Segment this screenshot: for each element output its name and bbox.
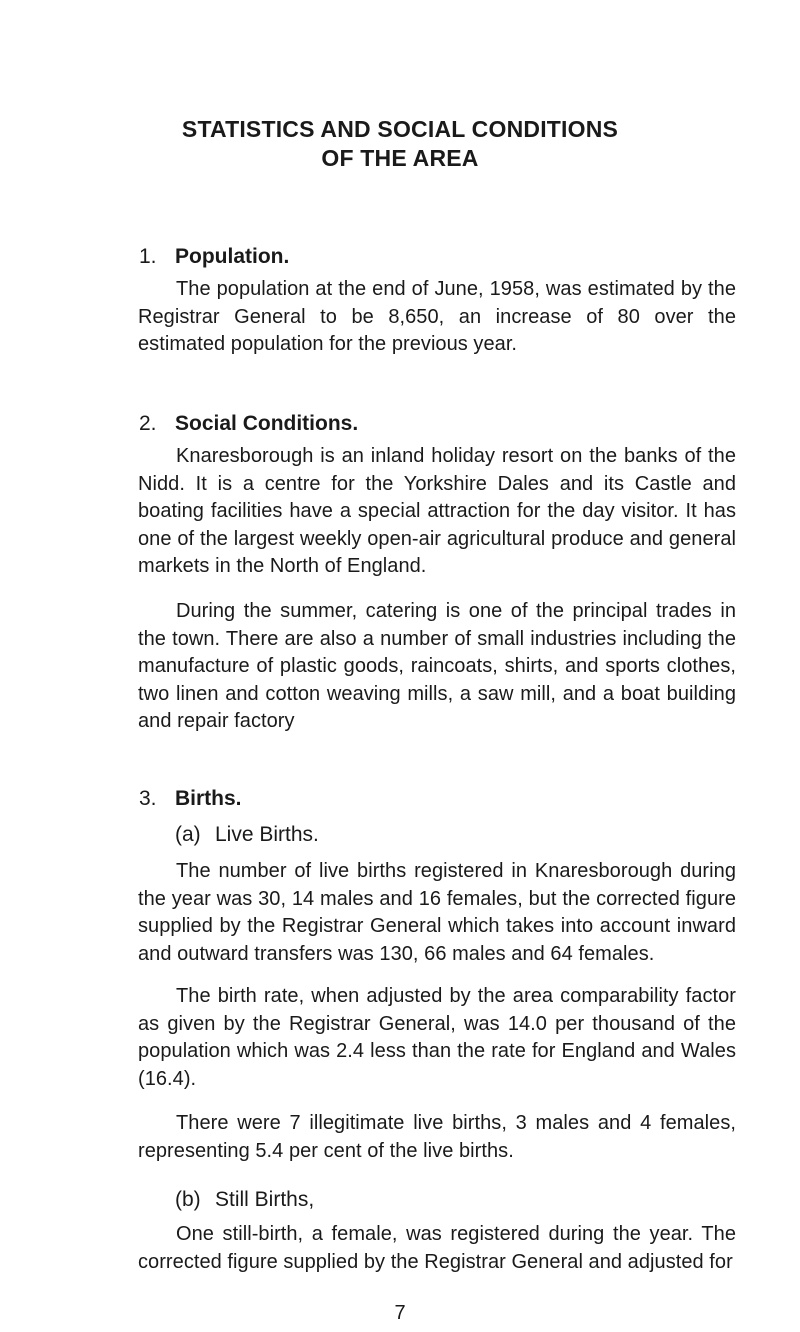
subsection-heading-still-births	[175, 1188, 314, 1212]
page-title-line-1: STATISTICS AND SOCIAL CONDITIONS	[181, 116, 619, 142]
paragraph-population: The population at the end of June, 1958, was estimated by the Registrar General to be 8,650, an increase of 80 over the estimated population for the previous year.	[138, 278, 736, 355]
section-heading-births	[139, 787, 242, 811]
subsection-number: (b)	[175, 1188, 201, 1211]
paragraph-social-2: During the summer, catering is one of the principal trades in the town. There are also a number of small industries including the manufacture of plastic goods, raincoats, shirts, and sports clothes, two linen and cotton weaving mills, a saw mill, and a boat building and repair factory	[138, 600, 736, 732]
paragraph-social-1: Knaresborough is an inland holiday resort on the banks of the Nidd. It is a centre for the Yorkshire Dales and its Castle and boating facilities have a special attraction for the day visitor. It has one of the largest weekly open-air agricultural produce and general markets in the North of England.	[138, 445, 736, 577]
paragraph-live-births-1: The number of live births registered in Knaresborough during the year was 30, 14 males and 16 females, but the corrected figure supplied by the Registrar General which takes into account inward and outward transfers was 130, 66 males and 64 females.	[138, 860, 736, 965]
section-number: 1.	[139, 245, 157, 268]
subsection-heading-live-births	[175, 823, 319, 847]
section-number: 2.	[139, 412, 157, 435]
page-title-line-2: OF THE AREA	[321, 145, 479, 171]
section-heading-social-conditions	[139, 412, 358, 436]
section-title: Social Conditions.	[175, 412, 359, 435]
subsection-number: (a)	[175, 823, 201, 846]
section-number: 3.	[139, 787, 157, 810]
subsection-title: Live Births.	[215, 823, 319, 846]
paragraph-still-births-1: One still-birth, a female, was registered during the year. The corrected figure supplied by the Registrar General and adjusted for	[138, 1223, 736, 1273]
section-heading-population	[139, 245, 289, 269]
paragraph-live-births-2: The birth rate, when adjusted by the area comparability factor as given by the Registrar General, was 14.0 per thousand of the population which was 2.4 less than the rate for England and Wales (16.4).	[138, 985, 736, 1090]
section-title: Births.	[175, 787, 242, 810]
section-title: Population.	[175, 245, 290, 268]
paragraph-live-births-3: There were 7 illegitimate live births, 3 males and 4 females, representing 5.4 per cent of the live births.	[138, 1112, 736, 1162]
subsection-title: Still Births,	[215, 1188, 315, 1211]
page-number: 7	[394, 1302, 406, 1324]
